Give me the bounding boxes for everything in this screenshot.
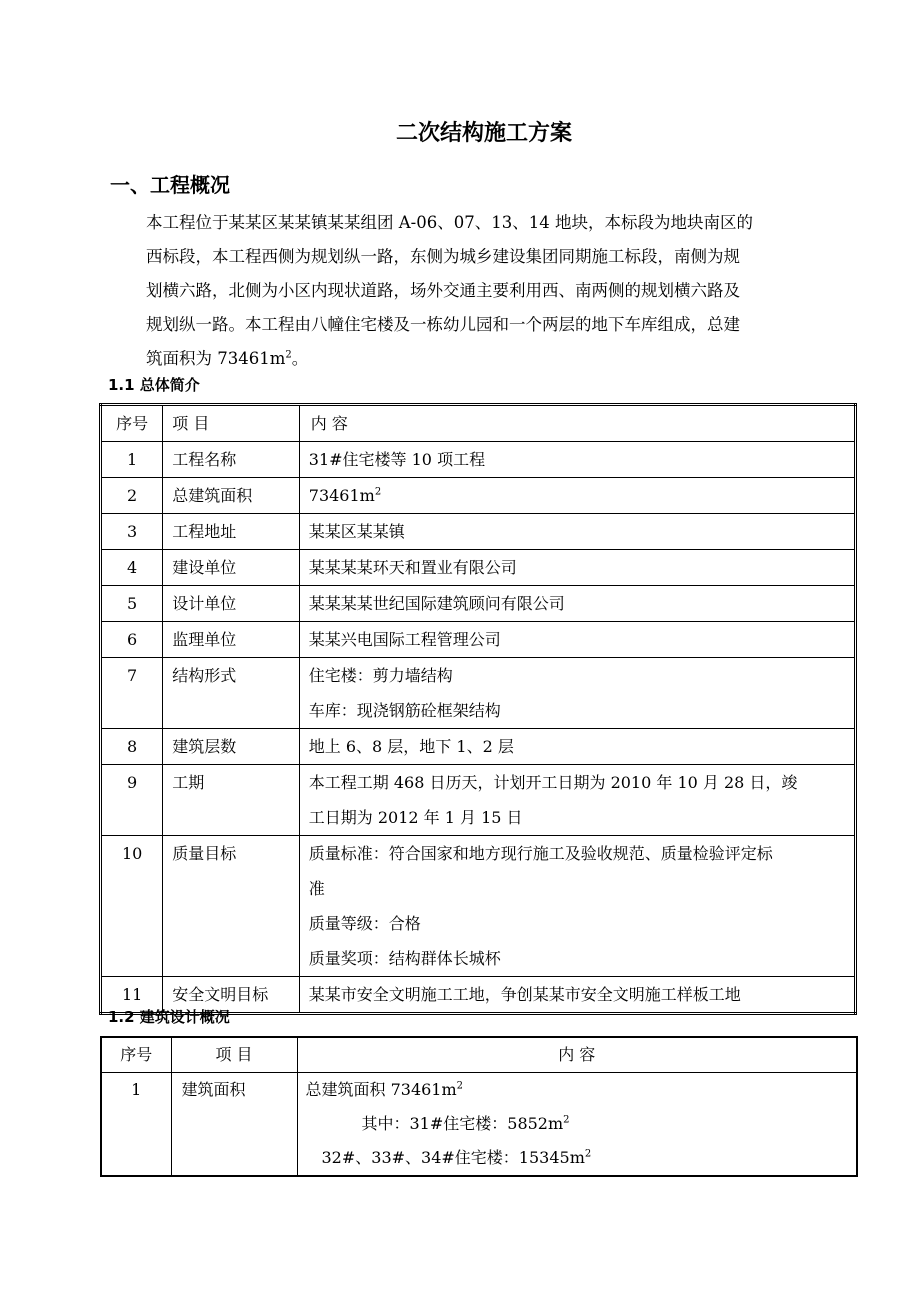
cell-content: 总建筑面积 $73461m^2$ 其中：31#住宅楼：$5852m^2$ 32#、33#、34#住宅楼：$15345m^2$ [297, 1073, 857, 1177]
table-row [101, 442, 856, 478]
superscript: 2 [584, 1148, 592, 1160]
table-row [101, 729, 856, 765]
superscript: 2 [285, 349, 292, 361]
cell-content: $73461m^2$ [299, 478, 855, 514]
cell-item: 建筑面积 [171, 1073, 297, 1177]
cell-content: 质量标准：符合国家和地方现行施工及验收规范、质量检验评定标 准 质量等级：合格 质量奖项：结构群体长城杯 [299, 836, 855, 977]
paragraph-line-text: 筑面积为 73461m [146, 349, 286, 368]
cell-content: 某某市安全文明施工工地，争创某某市安全文明施工样板工地 [299, 977, 855, 1014]
table-row [101, 836, 856, 977]
paragraph-line: 规划纵一路。本工程由八幢住宅楼及一栋幼儿园和一个两层的地下车库组成，总建 [146, 315, 740, 334]
cell-item: 设计单位 [163, 586, 300, 622]
table-row [101, 514, 856, 550]
superscript: 2 [374, 486, 382, 498]
document-title: 二次结构施工方案 [395, 121, 572, 146]
paragraph-line: 划横六路，北侧为小区内现状道路，场外交通主要利用西、南两侧的规划横六路及 [146, 281, 740, 300]
cell-no: 3 [101, 514, 163, 550]
paragraph-line-tail: 。 [291, 349, 309, 368]
table-row [101, 658, 856, 729]
cell-content: 某某区某某镇 [299, 514, 855, 550]
cell-no: 11 [101, 977, 163, 1014]
cell-no: 8 [101, 729, 163, 765]
architectural-design-table [100, 1036, 858, 1177]
header-item: 项 目 [171, 1037, 297, 1073]
paragraph-line: 西标段，本工程西侧为规划纵一路，东侧为城乡建设集团同期施工标段，南侧为规 [146, 247, 740, 266]
table-header-row [101, 1037, 857, 1073]
header-no: 序号 [101, 1037, 171, 1073]
superscript: 2 [456, 1080, 464, 1092]
header-content: 内 容 [297, 1037, 857, 1073]
general-intro-table [99, 403, 857, 1015]
cell-item: 质量目标 [163, 836, 300, 977]
cell-content: 31#住宅楼等 10 项工程 [299, 442, 855, 478]
cell-content: 某某兴电国际工程管理公司 [299, 622, 855, 658]
table-row [101, 765, 856, 836]
cell-no: 2 [101, 478, 163, 514]
cell-content: 地上 6、8 层，地下 1、2 层 [299, 729, 855, 765]
table-row [101, 550, 856, 586]
cell-content: 住宅楼：剪力墙结构 车库：现浇钢筋砼框架结构 [299, 658, 855, 729]
cell-no: 1 [101, 1073, 171, 1177]
cell-no: 5 [101, 586, 163, 622]
cell-item: 工程名称 [163, 442, 300, 478]
table-row [101, 1073, 857, 1177]
cell-item: 结构形式 [163, 658, 300, 729]
cell-content: 某某某某世纪国际建筑顾问有限公司 [299, 586, 855, 622]
cell-item: 建设单位 [163, 550, 300, 586]
header-content: 内 容 [299, 405, 855, 442]
cell-item: 工期 [163, 765, 300, 836]
subheading-architectural-design: 1.2 建筑设计概况 [108, 1008, 230, 1026]
cell-no: 7 [101, 658, 163, 729]
cell-no: 4 [101, 550, 163, 586]
table-row [101, 478, 856, 514]
superscript: 2 [563, 1114, 570, 1126]
paragraph-line: 本工程位于某某区某某镇某某组团 A-06、07、13、14 地块，本标段为地块南区的 [146, 213, 753, 232]
cell-item: 监理单位 [163, 622, 300, 658]
cell-no: 6 [101, 622, 163, 658]
table-row [101, 586, 856, 622]
header-item: 项 目 [163, 405, 300, 442]
cell-content: 本工程工期 468 日历天，计划开工日期为 2010 年 10 月 28 日，竣 工日期为 2012 年 1 月 15 日 [299, 765, 855, 836]
cell-no: 9 [101, 765, 163, 836]
table-row [101, 622, 856, 658]
paragraph-line-last [146, 342, 866, 376]
cell-item: 建筑层数 [163, 729, 300, 765]
cell-item: 总建筑面积 [163, 478, 300, 514]
header-no: 序号 [101, 405, 163, 442]
cell-no: 1 [101, 442, 163, 478]
overview-paragraph [146, 206, 866, 376]
cell-item: 安全文明目标 [163, 977, 300, 1014]
table-header-row [101, 405, 856, 442]
cell-item: 工程地址 [163, 514, 300, 550]
cell-content: 某某某某环天和置业有限公司 [299, 550, 855, 586]
subheading-general-intro: 1.1 总体简介 [108, 376, 200, 394]
section-heading-overview: 一、工程概况 [110, 173, 230, 197]
cell-no: 10 [101, 836, 163, 977]
